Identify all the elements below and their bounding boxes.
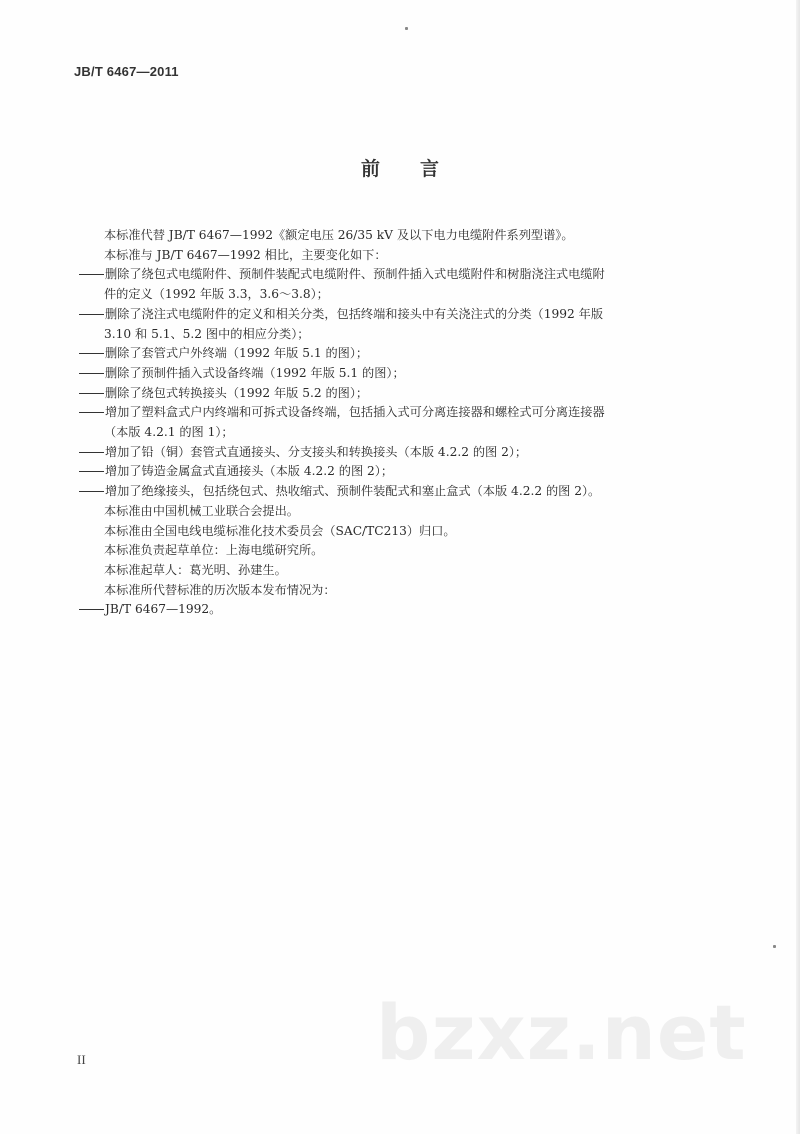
scan-speck — [773, 945, 776, 948]
line-text: 本标准由全国电线电缆标准化技术委员会（SAC/TC213）归口。 — [104, 523, 456, 538]
watermark: bzxz.net — [376, 988, 747, 1077]
change-item — [79, 344, 744, 364]
line-text: 本标准由中国机械工业联合会提出。 — [104, 503, 299, 518]
em-dash-icon — [79, 373, 104, 374]
change-item — [79, 600, 744, 620]
em-dash-icon — [79, 353, 104, 354]
paragraph-line — [104, 226, 744, 246]
line-text: 本标准负责起草单位：上海电缆研究所。 — [104, 543, 324, 558]
change-item-continuation — [104, 325, 744, 345]
paragraph-line — [104, 502, 744, 522]
change-item — [79, 305, 744, 325]
change-item — [79, 482, 744, 502]
line-text: 删除了绕包式转换接头（1992 年版 5.2 的图）； — [105, 385, 369, 400]
paragraph-line — [104, 246, 744, 266]
em-dash-icon — [79, 412, 104, 413]
page-title — [0, 154, 800, 181]
em-dash-icon — [79, 471, 104, 472]
change-item — [79, 384, 744, 404]
line-text: 增加了塑料盒式户内终端和可拆式设备终端，包括插入式可分离连接器和螺栓式可分离连接器 — [105, 405, 605, 420]
paragraph-line — [104, 561, 744, 581]
line-text: 本标准起草人：葛光明、孙建生。 — [104, 562, 287, 577]
line-text: 增加了绝缘接头，包括绕包式、热收缩式、预制件装配式和塞止盒式（本版 4.2.2 的图 2）。 — [105, 484, 601, 499]
change-item — [79, 443, 744, 463]
line-text: （本版 4.2.1 的图 1）； — [104, 425, 234, 440]
paragraph-line — [104, 522, 744, 542]
line-text: 删除了预制件插入式设备终端（1992 年版 5.1 的图）； — [105, 365, 405, 380]
title-char-2: 言 — [420, 158, 440, 180]
line-text: 增加了铸造金属盒式直通接头（本版 4.2.2 的图 2）； — [105, 464, 394, 479]
foreword-body — [104, 226, 744, 620]
change-item — [79, 403, 744, 423]
em-dash-icon — [79, 274, 104, 275]
paragraph-line — [104, 541, 744, 561]
em-dash-icon — [79, 314, 104, 315]
line-text: 删除了浇注式电缆附件的定义和相关分类，包括终端和接头中有关浇注式的分类（1992 年版 — [105, 306, 604, 321]
line-text: 3.10 和 5.1、5.2 图中的相应分类）； — [104, 326, 310, 341]
em-dash-icon — [79, 393, 104, 394]
line-text: 删除了套管式户外终端（1992 年版 5.1 的图）； — [105, 346, 369, 361]
change-item — [79, 462, 744, 482]
em-dash-icon — [79, 452, 104, 453]
em-dash-icon — [79, 491, 104, 492]
title-char-1: 前 — [360, 158, 380, 180]
change-item — [79, 265, 744, 285]
change-item-continuation — [104, 285, 744, 305]
change-item-continuation — [104, 423, 744, 443]
line-text: 件的定义（1992 年版 3.3，3.6～3.8）； — [104, 287, 329, 302]
page-number: II — [77, 1052, 86, 1067]
change-item — [79, 364, 744, 384]
paragraph-line — [104, 581, 744, 601]
line-text: 删除了绕包式电缆附件、预制件装配式电缆附件、预制件插入式电缆附件和树脂浇注式电缆附 — [105, 267, 605, 282]
scan-speck — [405, 27, 408, 30]
standard-code-header: JB/T 6467—2011 — [74, 64, 179, 79]
line-text: JB/T 6467—1992。 — [105, 602, 222, 617]
line-text: 本标准所代替标准的历次版本发布情况为： — [104, 582, 336, 597]
line-text: 本标准代替 JB/T 6467—1992《额定电压 26/35 kV 及以下电力电缆附件系列型谱》。 — [104, 228, 574, 242]
em-dash-icon — [79, 609, 104, 610]
line-text: 本标准与 JB/T 6467—1992 相比，主要变化如下： — [104, 247, 387, 262]
line-text: 增加了铅（铜）套管式直通接头、分支接头和转换接头（本版 4.2.2 的图 2）； — [105, 444, 528, 459]
